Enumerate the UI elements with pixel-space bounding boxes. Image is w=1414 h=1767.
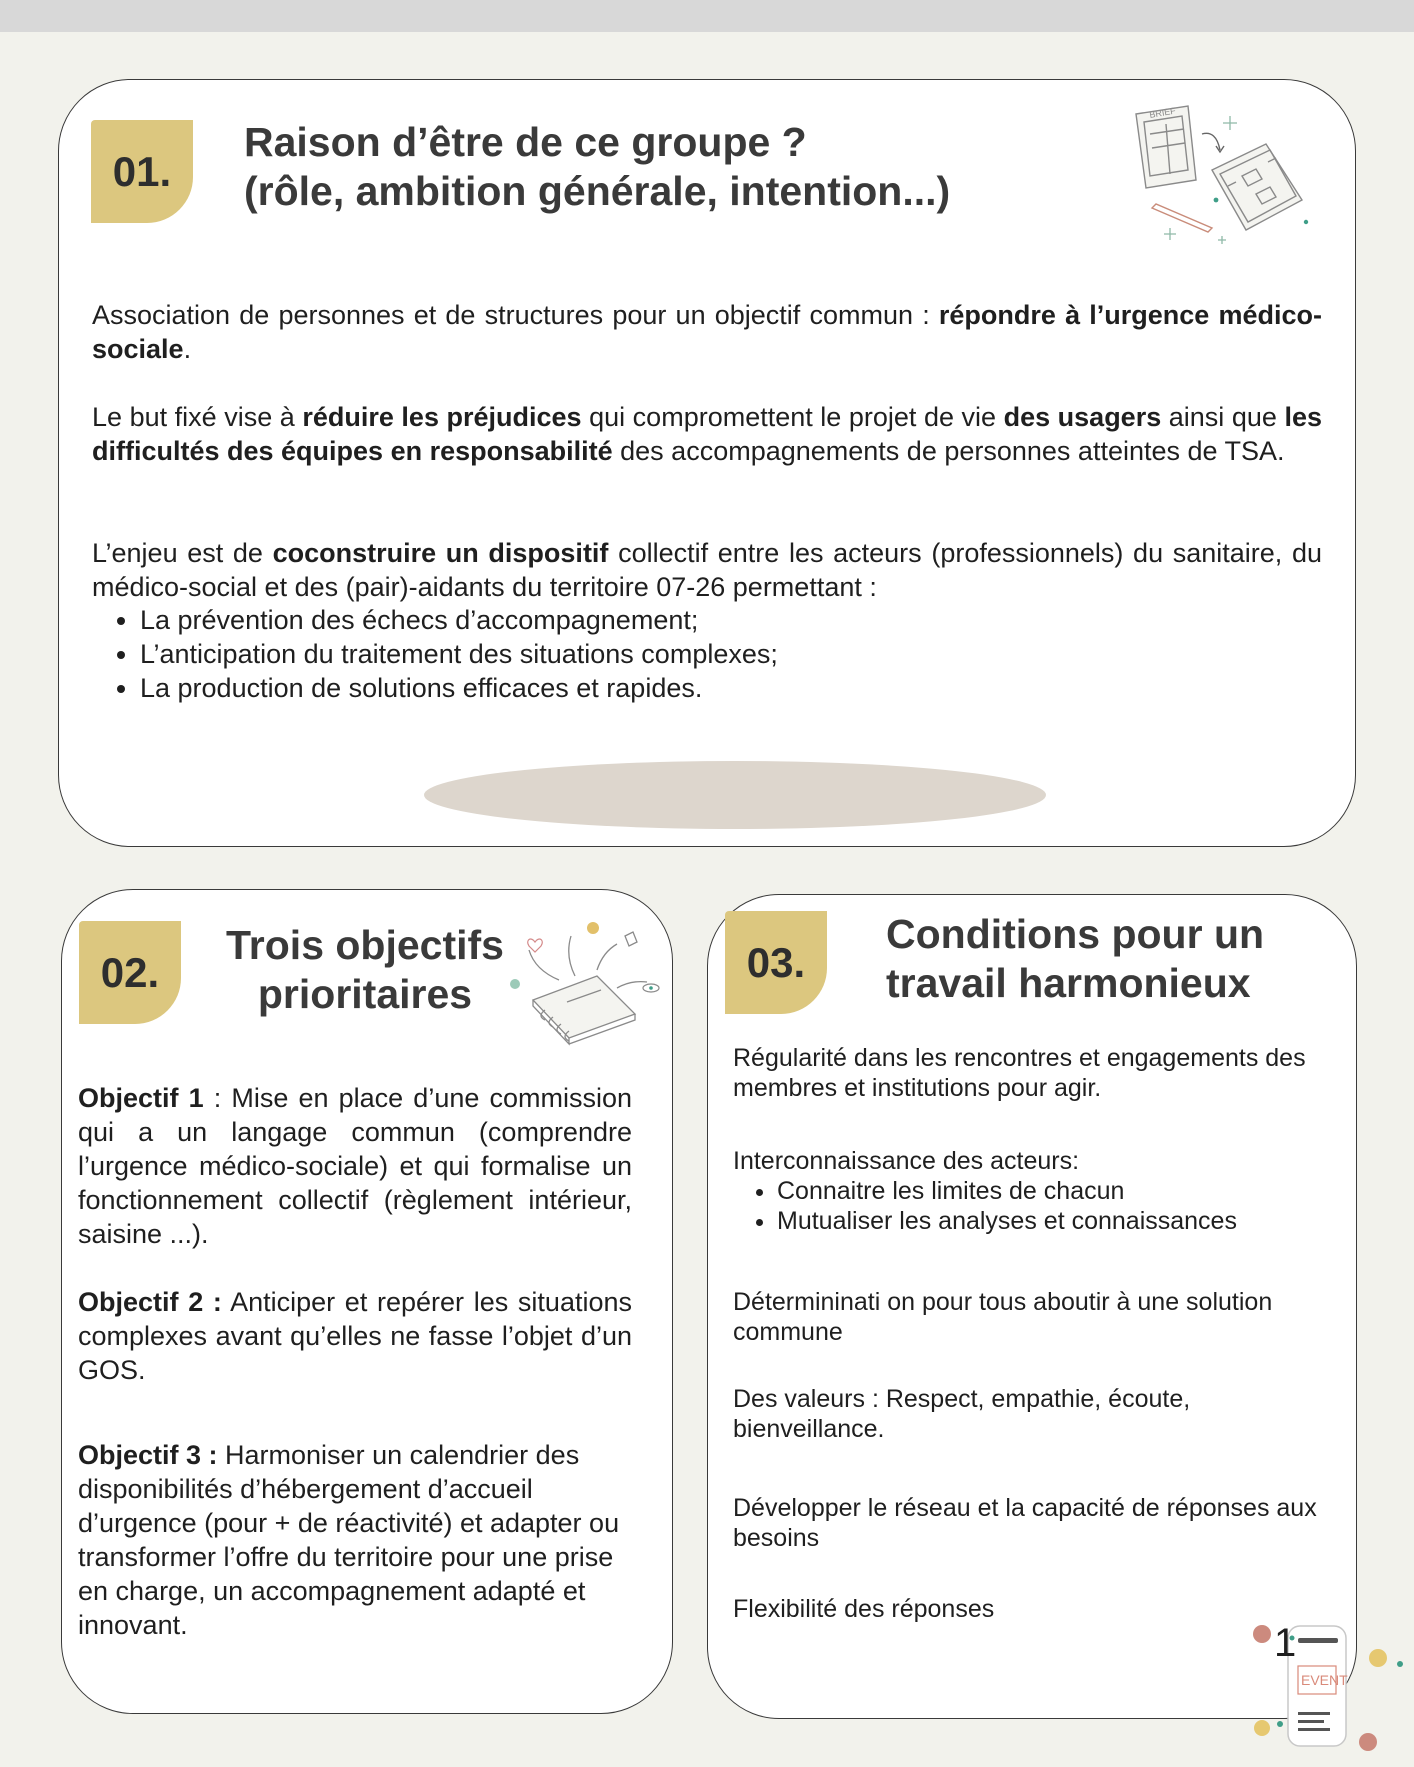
card3-title	[886, 910, 1264, 1008]
card1-p2-e: ainsi que	[1161, 402, 1285, 432]
list-item: • La production de solutions efficaces et rapides.	[140, 671, 1322, 705]
condition-interconnaissance-label: Interconnaissance des acteurs:	[733, 1147, 1080, 1175]
notebook-illustration	[505, 918, 665, 1058]
card1-p2-a: Le but fixé vise à	[92, 402, 303, 432]
card3-title-line2: travail harmonieux	[886, 960, 1251, 1007]
card2-title-line2: prioritaires	[257, 971, 473, 1018]
top-bar	[0, 0, 1414, 32]
section-number-02: 02.	[79, 921, 181, 1024]
condition-valeurs: Des valeurs : Respect, empathie, écoute, bienveillance.	[733, 1385, 1191, 1443]
brief-illustration	[1130, 100, 1320, 260]
objectif-3	[78, 1438, 632, 1642]
list-item: • Connaitre les limites de chacun	[777, 1176, 1333, 1206]
objectif-2	[78, 1285, 632, 1387]
card1-p2-f: les difficultés des équipes en responsabilité	[92, 402, 1322, 466]
objectif-1-text: : Mise en place d’une commission qui a un langage commun (comprendre l’urgence médico-sociale) et qui formalise un fonctionnement collectif (règlement intérieur, saisine ...).	[78, 1083, 633, 1249]
card3-title-line1: Conditions pour un	[886, 911, 1265, 957]
card2-title	[205, 921, 525, 1019]
calendar-number: 1	[1274, 1621, 1297, 1665]
card2-title-line1: Trois objectifs	[226, 922, 504, 968]
card1-p3-c: collectif entre les acteurs (professionnels) du sanitaire, du médico-social et des (pair)-aidants du territoire 07-26 permettant :	[92, 538, 1322, 602]
card1-p1-text-c: .	[183, 334, 192, 364]
condition-determination: Détermininati on pour tous aboutir à une solution commune	[733, 1288, 1273, 1346]
list-item: • L’anticipation du traitement des situations complexes;	[140, 637, 1322, 671]
event-label: EVENT	[1301, 1672, 1348, 1688]
brief-label: BRIEF	[1148, 105, 1177, 120]
card1-title	[244, 118, 950, 216]
card1-title-line1: Raison d’être de ce groupe ?	[244, 119, 807, 165]
card1-bullet-list	[92, 603, 1322, 705]
card1-p2-d: des usagers	[1003, 402, 1162, 432]
card1-title-line2: (rôle, ambition générale, intention...)	[244, 168, 951, 215]
list-item: • La prévention des échecs d’accompagnement;	[140, 603, 1322, 637]
condition-reseau: Développer le réseau et la capacité de réponses aux besoins	[733, 1494, 1317, 1552]
card1-p2-b: réduire les préjudices	[302, 402, 582, 432]
objectif-1-label: Objectif 1	[78, 1083, 204, 1113]
objectif-3-label: Objectif 3 :	[78, 1440, 218, 1470]
card1-p3-b: coconstruire un dispositif	[272, 538, 609, 568]
section-number-01: 01.	[91, 120, 193, 223]
card1-paragraph-1	[92, 298, 1322, 366]
objectif-3-text: Harmoniser un calendrier des disponibilités d’hébergement d’accueil d’urgence (pour + de réactivité) et adapter ou transformer l’offre du territoire pour une prise en charge, un accompagnement adapté et innovant.	[78, 1440, 620, 1640]
card1-paragraph-3	[92, 536, 1322, 604]
card1-p1-text-a: Association de personnes et de structures pour un objectif commun :	[92, 300, 939, 330]
objectif-2-text: Anticiper et repérer les situations complexes avant qu’elles ne fasse l’objet d’un GOS.	[78, 1287, 632, 1385]
card1-p2-g: des accompagnements de personnes atteintes de TSA.	[612, 436, 1285, 466]
objectif-1	[78, 1081, 632, 1251]
condition-regularite: Régularité dans les rencontres et engagements des membres et institutions pour agir.	[733, 1044, 1306, 1102]
card1-p1-bold: répondre à l’urgence médico-sociale	[92, 300, 1322, 364]
list-item: • Mutualiser les analyses et connaissances	[777, 1206, 1333, 1236]
card1-p2-c: qui compromettent le projet de vie	[581, 402, 1004, 432]
section-number-03: 03.	[725, 911, 827, 1014]
objectif-2-label: Objectif 2 :	[78, 1287, 222, 1317]
event-illustration	[1250, 1620, 1414, 1767]
card1-p3-a: L’enjeu est de	[92, 538, 273, 568]
decorative-blob	[424, 761, 1046, 829]
card1-paragraph-2	[92, 400, 1322, 468]
condition-flexibilite: Flexibilité des réponses	[733, 1595, 995, 1623]
condition-interconnaissance	[733, 1146, 1333, 1236]
